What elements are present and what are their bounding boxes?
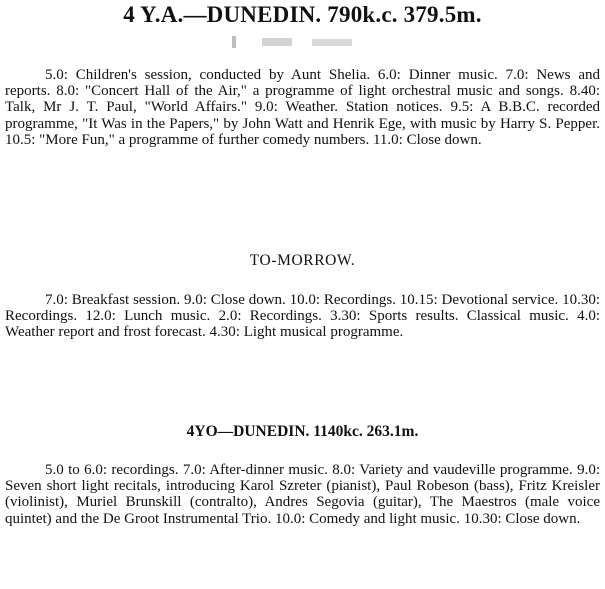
print-smudge — [232, 34, 362, 50]
station-heading-4yo: 4YO—DUNEDIN. 1140kc. 263.1m. — [186, 423, 419, 440]
programme-paragraph-tomorrow: 7.0: Breakfast session. 9.0: Close down. 10.0: Recordings. 10.15: Devotional service. 10.30: Recordings. 12.0: Lunch music. 2.0: Recordings. 3.30: Sports results. Classical music. 4.0: Weather report and frost forecast. 4.30: Light musical programme. — [5, 292, 600, 341]
programme-paragraph-4yo: 5.0 to 6.0: recordings. 7.0: After-dinner music. 8.0: Variety and vaudeville programme. 9.0: Seven short light recitals, introducing Karol Szreter (pianist), Paul Robeson (bass), Fritz Kreisler (violinist), Muriel Brunskill (contralto), Andres Segovia (guitar), The Maestros (male voice quintet) and the De Groot Instrumental Trio. 10.0: Comedy and light music. 10.30: Close down. — [5, 462, 600, 527]
station-heading-4ya: 4 Y.A.—DUNEDIN. 790k.c. 379.5m. — [123, 2, 482, 27]
tomorrow-heading: TO-MORROW. — [249, 252, 356, 269]
programme-paragraph-4ya: 5.0: Children's session, conducted by Aunt Shelia. 6.0: Dinner music. 7.0: News and reports. 8.0: "Concert Hall of the Air," a programme of light orchestral music and songs. 8.40: Talk, Mr J. T. Paul, "World Affairs." 9.0: Weather. Station notices. 9.5: A B.B.C. recorded programme, "It Was in the Papers," by John Watt and Henrik Ege, with music by Harry S. Pepper. 10.5: "More Fun," a programme of further comedy numbers. 11.0: Close down. — [5, 67, 600, 148]
